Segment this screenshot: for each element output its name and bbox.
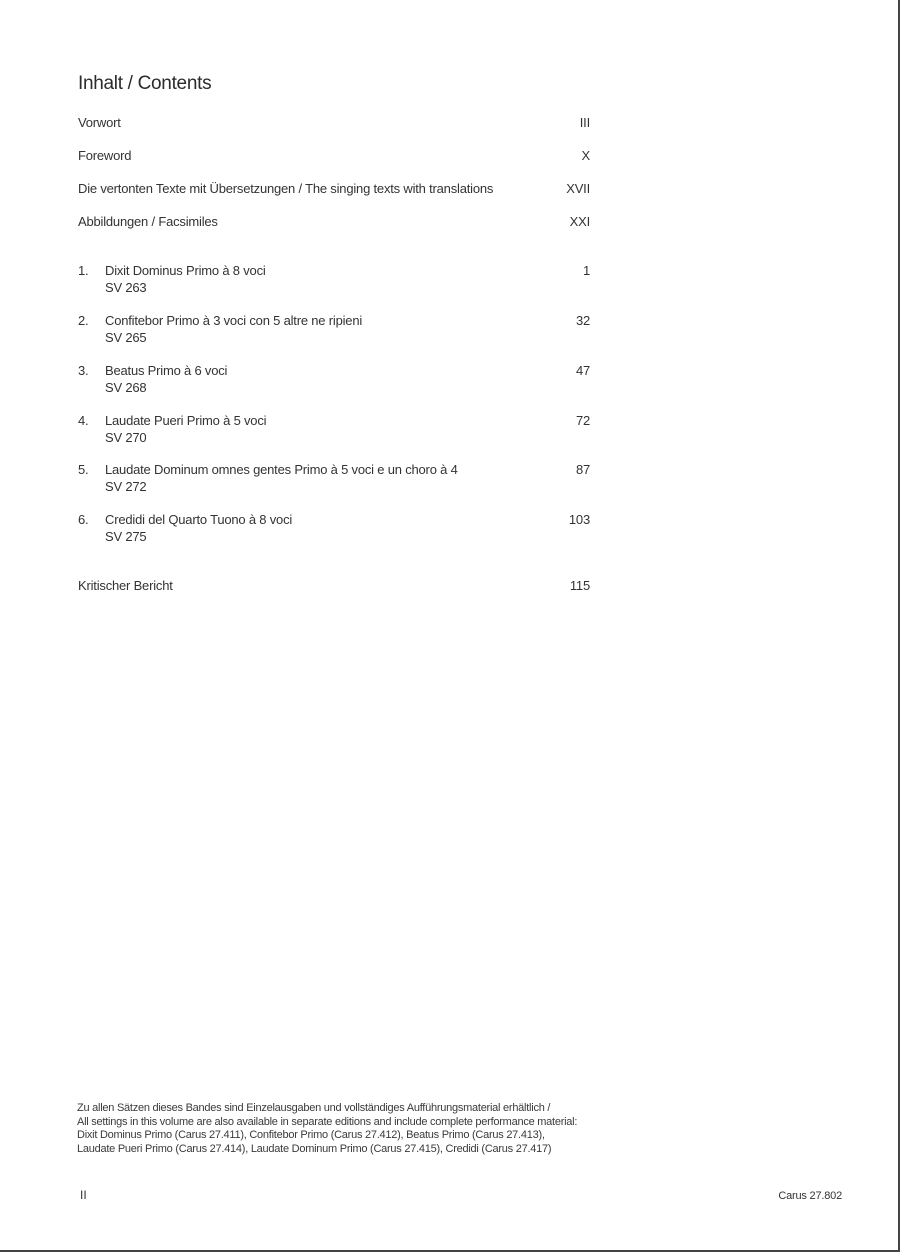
work-catalog-number: SV 265 <box>105 330 147 345</box>
work-title: Beatus Primo à 6 voci <box>105 363 228 378</box>
work-number: 5. <box>78 462 89 477</box>
toc-entry-label: Die vertonten Texte mit Übersetzungen / The singing texts with translations <box>78 181 494 196</box>
work-number: 3. <box>78 363 89 378</box>
page-title: Inhalt / Contents <box>78 73 212 94</box>
work-page: 72 <box>575 413 590 428</box>
work-page: 47 <box>575 363 590 378</box>
toc-entry-label: Kritischer Bericht <box>78 578 173 593</box>
work-page: 103 <box>568 512 590 527</box>
footnote-line: Laudate Pueri Primo (Carus 27.414), Laudate Dominum Primo (Carus 27.415), Credidi (Carus 27.417) <box>77 1142 552 1155</box>
work-number: 6. <box>78 512 89 527</box>
toc-entry-label: Vorwort <box>78 115 121 130</box>
work-catalog-number: SV 263 <box>105 280 147 295</box>
toc-entry-page: III <box>579 115 590 130</box>
toc-entry-page: XXI <box>569 214 590 229</box>
work-title: Dixit Dominus Primo à 8 voci <box>105 263 266 278</box>
work-title: Laudate Pueri Primo à 5 voci <box>105 413 267 428</box>
work-number: 1. <box>78 263 89 278</box>
work-page: 87 <box>575 462 590 477</box>
availability-note <box>77 1102 697 1156</box>
work-title: Laudate Dominum omnes gentes Primo à 5 voci e un choro à 4 <box>105 462 458 477</box>
work-catalog-number: SV 270 <box>105 430 147 445</box>
work-page: 32 <box>575 313 590 328</box>
work-catalog-number: SV 268 <box>105 380 147 395</box>
work-title: Confitebor Primo à 3 voci con 5 altre ne ripieni <box>105 313 363 328</box>
catalog-number: Carus 27.802 <box>778 1190 842 1202</box>
toc-entry-page: 115 <box>569 578 590 593</box>
toc-entry-page: X <box>581 148 590 163</box>
toc-entry-label: Abbildungen / Facsimiles <box>78 214 218 229</box>
work-catalog-number: SV 275 <box>105 529 147 544</box>
work-page: 1 <box>582 263 590 278</box>
toc-entry-page: XVII <box>566 181 590 196</box>
page-number: II <box>80 1188 87 1202</box>
work-number: 4. <box>78 413 89 428</box>
work-catalog-number: SV 272 <box>105 479 147 494</box>
work-number: 2. <box>78 313 89 328</box>
work-title: Credidi del Quarto Tuono à 8 voci <box>105 512 293 527</box>
footnote-line: Dixit Dominus Primo (Carus 27.411), Confitebor Primo (Carus 27.412), Beatus Primo (Carus 27.413), <box>77 1129 545 1141</box>
toc-entry-label: Foreword <box>78 148 132 163</box>
footnote-line: All settings in this volume are also available in separate editions and include complete performance material: <box>77 1115 578 1128</box>
footnote-line: Zu allen Sätzen dieses Bandes sind Einzelausgaben und vollständiges Aufführungsmaterial erhältlich / <box>77 1102 551 1114</box>
